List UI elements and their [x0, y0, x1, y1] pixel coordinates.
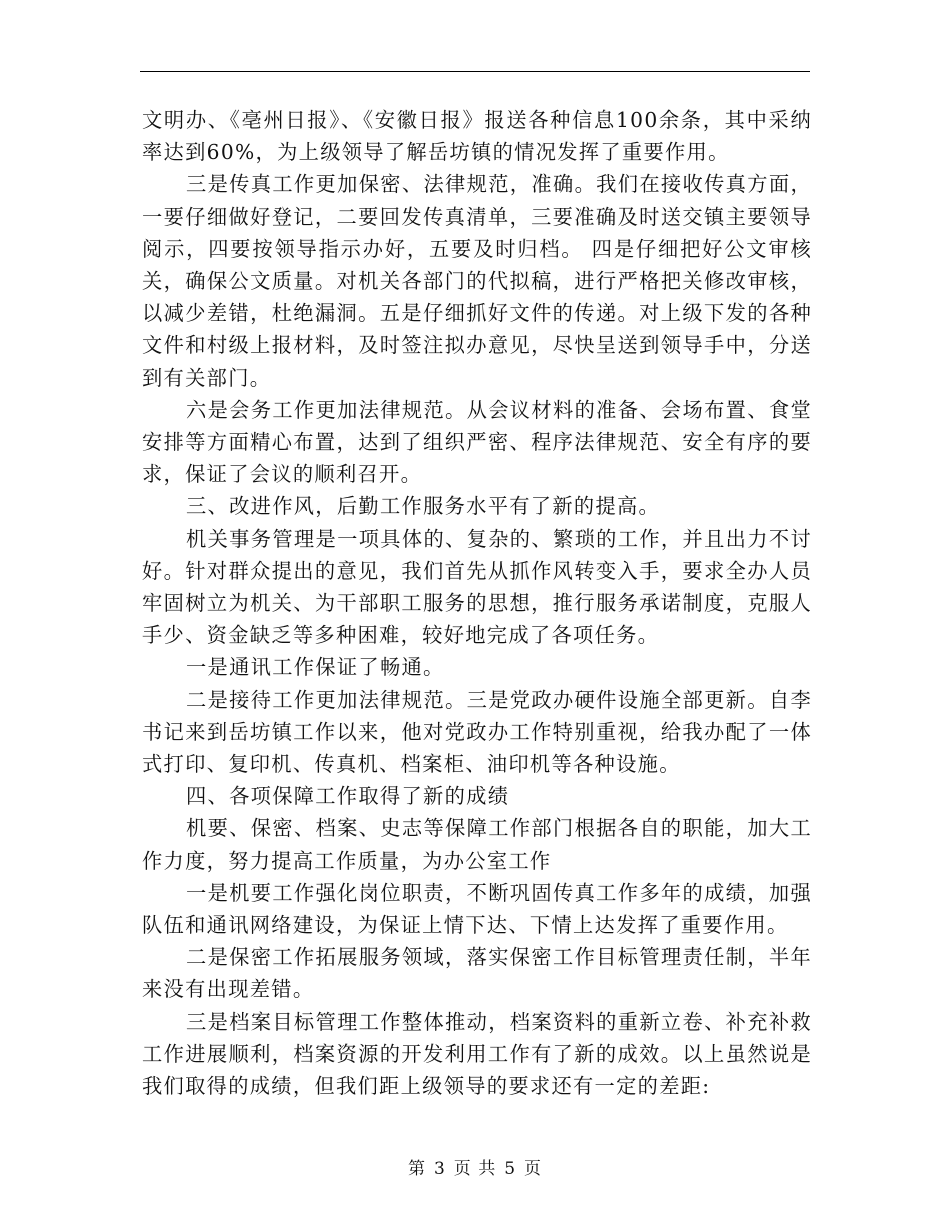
section-heading-4: 四、各项保障工作取得了新的成绩: [186, 784, 510, 809]
section-heading-3: 三、改进作风，后勤工作服务水平有了新的提高。: [186, 494, 661, 519]
paragraph-11: 二是保密工作拓展服务领域，落实保密工作目标管理责任制，半年来没有出现差错。: [142, 945, 812, 1002]
paragraph-5: 机关事务管理是一项具体的、复杂的、繁琐的工作，并且出力不讨好。针对群众提出的意见，我们首先从抓作风转变入手，要求全办人员牢固树立为机关、为干部职工服务的思想，推行服务承诺制度，克服人手少、资金缺乏等多种困难，较好地完成了各项任务。: [142, 526, 812, 648]
paragraph-1: 文明办、《亳州日报》、《安徽日报》报送各种信息100余条，其中采纳率达到60%，为上级领导了解岳坊镇的情况发挥了重要作用。: [142, 108, 812, 165]
paragraph-6: 一是通讯工作保证了畅通。: [186, 655, 445, 680]
footer-page-number: 3: [433, 1159, 446, 1179]
paragraph-7: 二是接待工作更加法律规范。三是党政办硬件设施全部更新。自李书记来到岳坊镇工作以来，他对党政办工作特别重视，给我办配了一体式打印、复印机、传真机、档案柜、油印机等各种设施。: [142, 687, 812, 777]
footer-total-pages: 5: [504, 1159, 517, 1179]
document-body: [142, 104, 812, 1102]
footer-suffix: 页: [524, 1159, 543, 1179]
footer-middle: 页 共: [453, 1159, 497, 1179]
header-rule: [140, 71, 810, 72]
paragraph-2: 三是传真工作更加保密、法律规范，准确。我们在接收传真方面，一要仔细做好登记，二要回发传真清单，三要准确及时送交镇主要领导阅示，四要按领导指示办好，五要及时归档。 四是仔细把好公文审核关，确保公文质量。对机关各部门的代拟稿，进行严格把关修改审核，以减少差错，杜绝漏洞。五是仔细抓好文件的传递。对上级下发的各种文件和村级上报材料，及时签注拟办意见，尽快呈送到领导手中，分送到有关部门。: [142, 172, 812, 390]
page-footer: [0, 1154, 950, 1179]
footer-prefix: 第: [407, 1159, 426, 1179]
paragraph-9: 机要、保密、档案、史志等保障工作部门根据各自的职能，加大工作力度，努力提高工作质量，为办公室工作: [142, 816, 812, 873]
paragraph-10: 一是机要工作强化岗位职责，不断巩固传真工作多年的成绩，加强队伍和通讯网络建设，为保证上情下达、下情上达发挥了重要作用。: [142, 880, 812, 938]
paragraph-3: 六是会务工作更加法律规范。从会议材料的准备、会场布置、食堂安排等方面精心布置，达到了组织严密、程序法律规范、安全有序的要求，保证了会议的顺利召开。: [142, 397, 812, 487]
paragraph-12: 三是档案目标管理工作整体推动，档案资料的重新立卷、补充补救工作进展顺利，档案资源的开发利用工作有了新的成效。以上虽然说是我们取得的成绩，但我们距上级领导的要求还有一定的差距:: [142, 1009, 812, 1099]
